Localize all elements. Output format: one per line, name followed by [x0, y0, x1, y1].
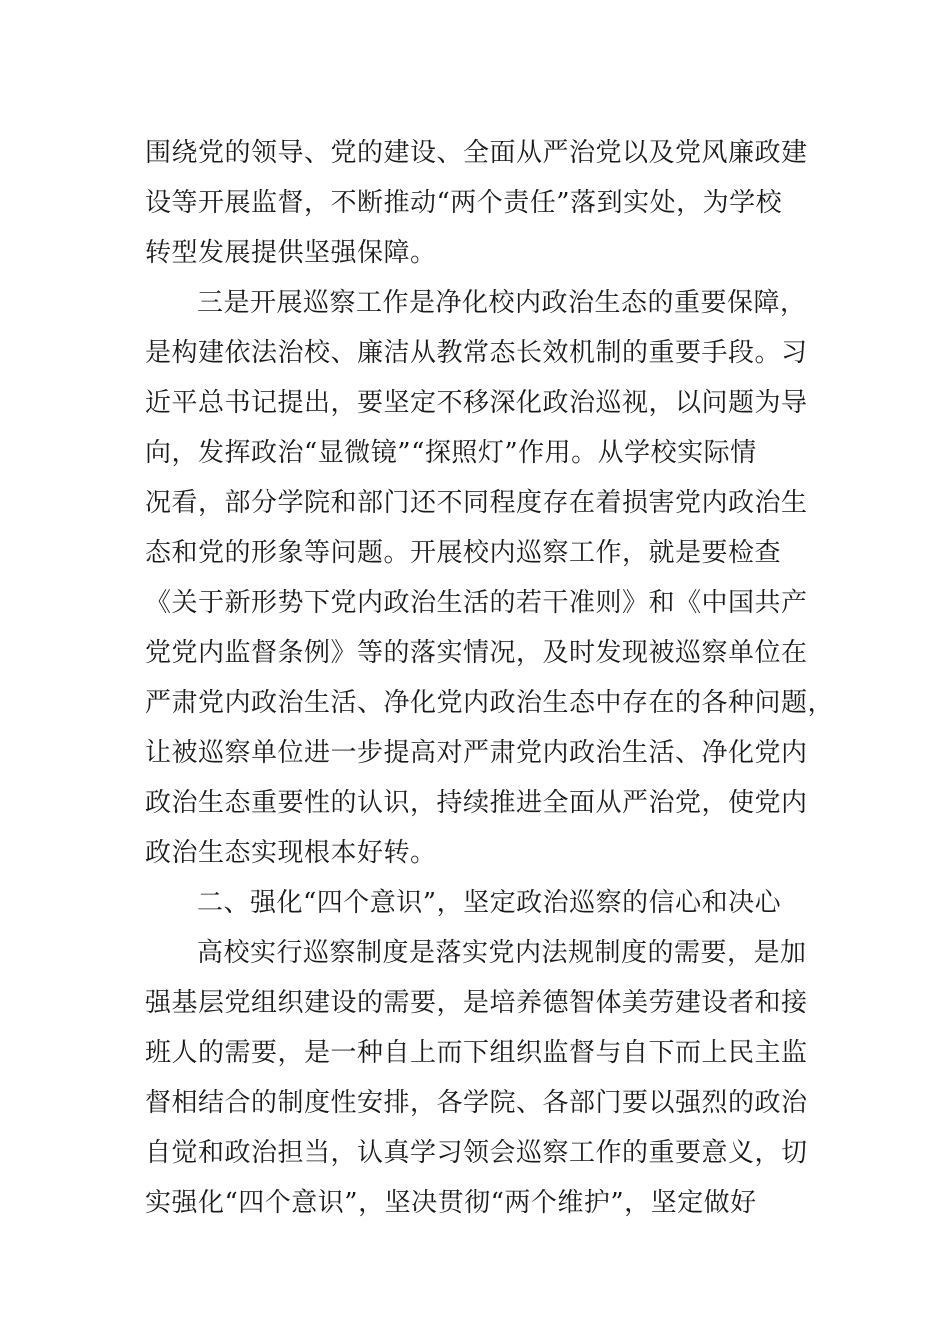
paragraph-start-line: 高校实行巡察制度是落实党内法规制度的需要，是加	[197, 938, 807, 968]
text-line: 设等开展监督，不断推动“两个责任”落到实处，为学校	[145, 188, 783, 218]
text-line: 让被巡察单位进一步提高对严肃党内政治生活、净化党内	[145, 738, 808, 768]
text-line: 政治生态实现根本好转。	[145, 838, 437, 868]
text-line: 政治生态重要性的认识，持续推进全面从严治党，使党内	[145, 788, 808, 818]
text-line: 督相结合的制度性安排，各学院、各部门要以强烈的政治	[145, 1088, 808, 1118]
text-line: 是构建依法治校、廉洁从教常态长效机制的重要手段。习	[145, 338, 808, 368]
text-line: 严肃党内政治生活、净化党内政治生态中存在的各种问题，	[145, 688, 835, 718]
text-line: 班人的需要，是一种自上而下组织监督与自下而上民主监	[145, 1038, 808, 1068]
text-line: 强基层党组织建设的需要，是培养德智体美劳建设者和接	[145, 988, 808, 1018]
text-line: 况看，部分学院和部门还不同程度存在着损害党内政治生	[145, 488, 808, 518]
text-line: 近平总书记提出，要坚定不移深化政治巡视，以问题为导	[145, 388, 808, 418]
text-line: 自觉和政治担当，认真学习领会巡察工作的重要意义，切	[145, 1138, 808, 1168]
paragraph-start-line: 三是开展巡察工作是净化校内政治生态的重要保障，	[197, 288, 807, 318]
text-line: 围绕党的领导、党的建设、全面从严治党以及党风廉政建	[145, 138, 808, 168]
text-line: 党党内监督条例》等的落实情况，及时发现被巡察单位在	[145, 638, 808, 668]
section-heading: 二、强化“四个意识”，坚定政治巡察的信心和决心	[197, 888, 782, 918]
text-line: 实强化“四个意识”，坚决贯彻“两个维护”，坚定做好	[145, 1188, 757, 1218]
text-line: 《关于新形势下党内政治生活的若干准则》和《中国共产	[145, 588, 808, 618]
text-line: 向，发挥政治“显微镜”“探照灯”作用。从学校实际情	[145, 438, 757, 468]
text-line: 态和党的形象等问题。开展校内巡察工作，就是要检查	[145, 538, 782, 568]
text-line: 转型发展提供坚强保障。	[145, 238, 437, 268]
